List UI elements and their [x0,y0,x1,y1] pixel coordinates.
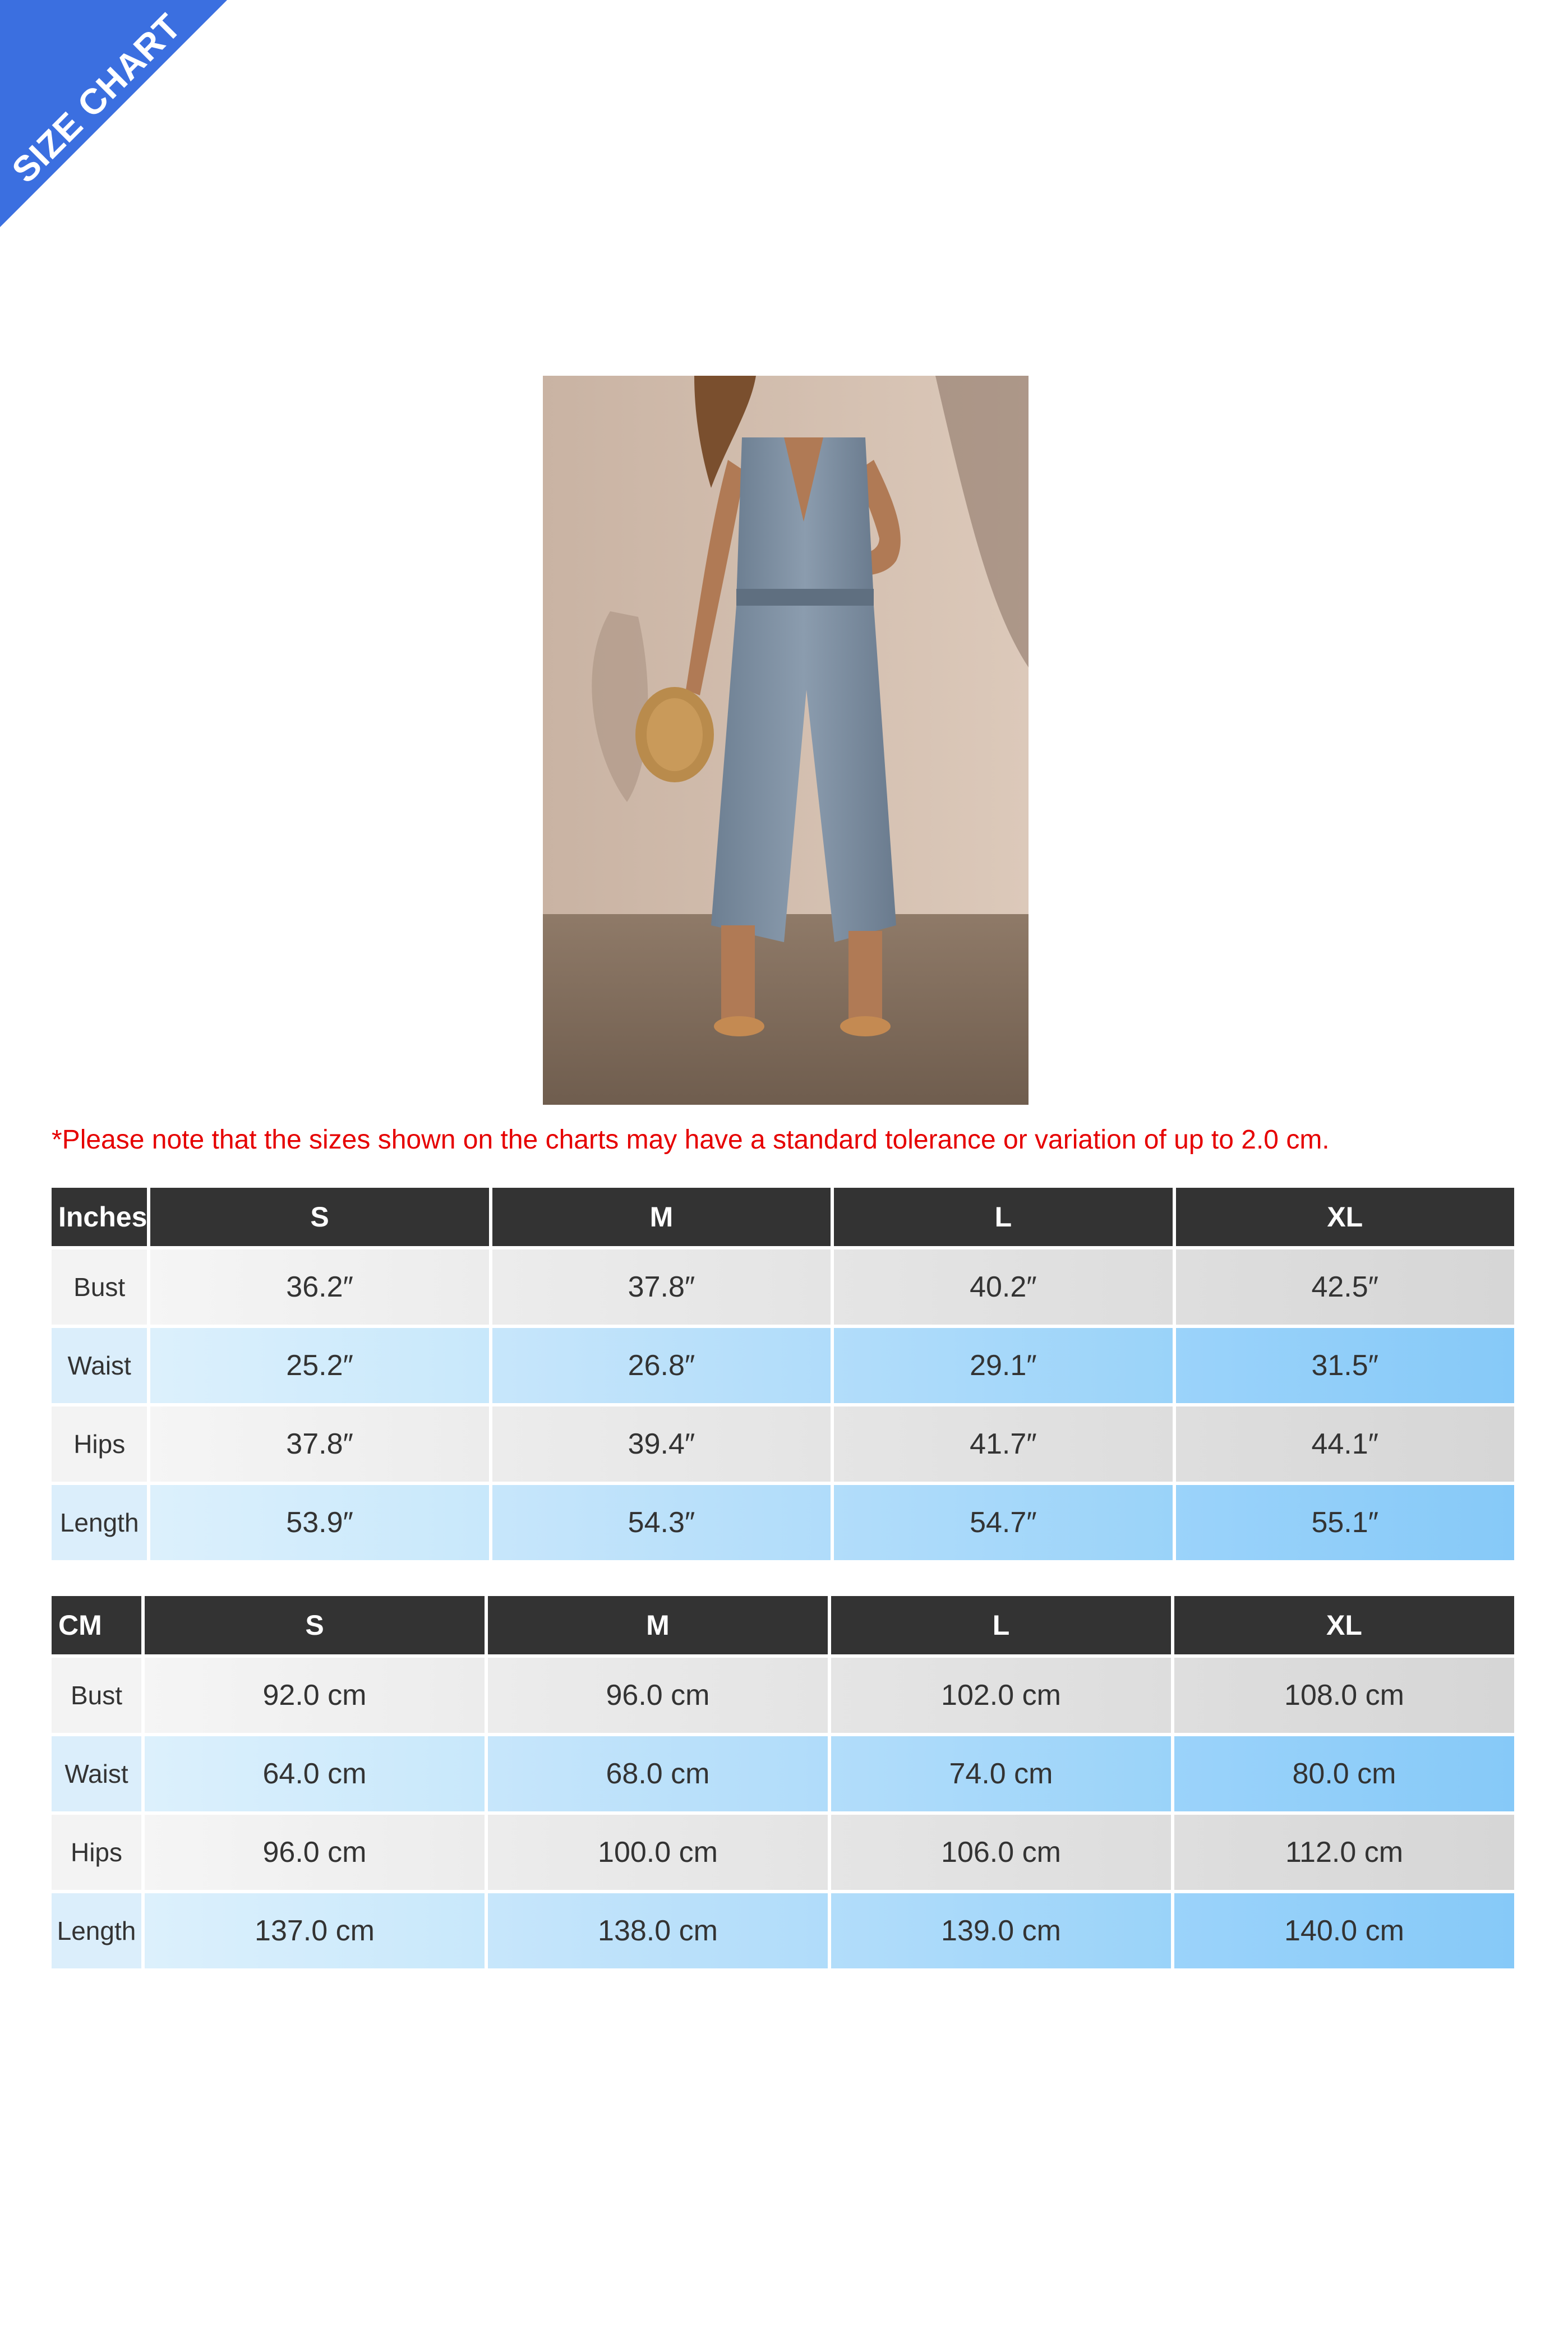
table-cell: 100.0 cm [488,1815,828,1890]
unit-header: CM [52,1596,141,1654]
table-row [52,1485,1514,1560]
table-cell: 54.7″ [834,1485,1172,1560]
row-label: Waist [52,1328,147,1403]
table-cell: 25.2″ [150,1328,488,1403]
table-cell: 68.0 cm [488,1736,828,1811]
table-cell: 92.0 cm [145,1658,485,1733]
row-label: Length [52,1485,147,1560]
inches-size-table [48,1184,1518,1564]
table-cell: 108.0 cm [1174,1658,1514,1733]
table-cell: 139.0 cm [831,1893,1171,1968]
table-row [52,1249,1514,1325]
ribbon-label: SIZE CHART [4,6,189,191]
row-label: Bust [52,1249,147,1325]
table-cell: 40.2″ [834,1249,1172,1325]
table-cell: 64.0 cm [145,1736,485,1811]
row-label: Hips [52,1815,141,1890]
table-cell: 42.5″ [1176,1249,1514,1325]
table-cell: 80.0 cm [1174,1736,1514,1811]
unit-header: Inches [52,1188,147,1246]
table-cell: 54.3″ [492,1485,831,1560]
table-cell: 96.0 cm [145,1815,485,1890]
cm-size-table [48,1593,1518,1972]
table-cell: 102.0 cm [831,1658,1171,1733]
table-cell: 138.0 cm [488,1893,828,1968]
table-cell: 36.2″ [150,1249,488,1325]
size-header: XL [1174,1596,1514,1654]
table-cell: 26.8″ [492,1328,831,1403]
row-label: Bust [52,1658,141,1733]
table-cell: 112.0 cm [1174,1815,1514,1890]
table-header-row [52,1188,1514,1246]
table-cell: 106.0 cm [831,1815,1171,1890]
size-header: M [488,1596,828,1654]
size-chart-ribbon [0,0,236,236]
table-row [52,1815,1514,1890]
row-label: Hips [52,1406,147,1482]
product-photo [543,376,1029,1105]
tolerance-note: *Please note that the sizes shown on the charts may have a standard tolerance or variation of up to 2.0 cm. [52,1125,1330,1155]
size-header: M [492,1188,831,1246]
table-row [52,1736,1514,1811]
table-cell: 137.0 cm [145,1893,485,1968]
table-row [52,1328,1514,1403]
table-cell: 31.5″ [1176,1328,1514,1403]
table-cell: 37.8″ [150,1406,488,1482]
row-label: Length [52,1893,141,1968]
table-cell: 74.0 cm [831,1736,1171,1811]
size-header: XL [1176,1188,1514,1246]
size-header: L [834,1188,1172,1246]
table-cell: 44.1″ [1176,1406,1514,1482]
ribbon-background [0,0,227,227]
table-row [52,1658,1514,1733]
table-cell: 53.9″ [150,1485,488,1560]
size-header: L [831,1596,1171,1654]
table-row [52,1893,1514,1968]
table-cell: 39.4″ [492,1406,831,1482]
table-cell: 37.8″ [492,1249,831,1325]
table-cell: 29.1″ [834,1328,1172,1403]
size-header: S [145,1596,485,1654]
size-header: S [150,1188,488,1246]
table-header-row [52,1596,1514,1654]
row-label: Waist [52,1736,141,1811]
table-row [52,1406,1514,1482]
table-cell: 41.7″ [834,1406,1172,1482]
table-cell: 140.0 cm [1174,1893,1514,1968]
table-cell: 96.0 cm [488,1658,828,1733]
table-cell: 55.1″ [1176,1485,1514,1560]
